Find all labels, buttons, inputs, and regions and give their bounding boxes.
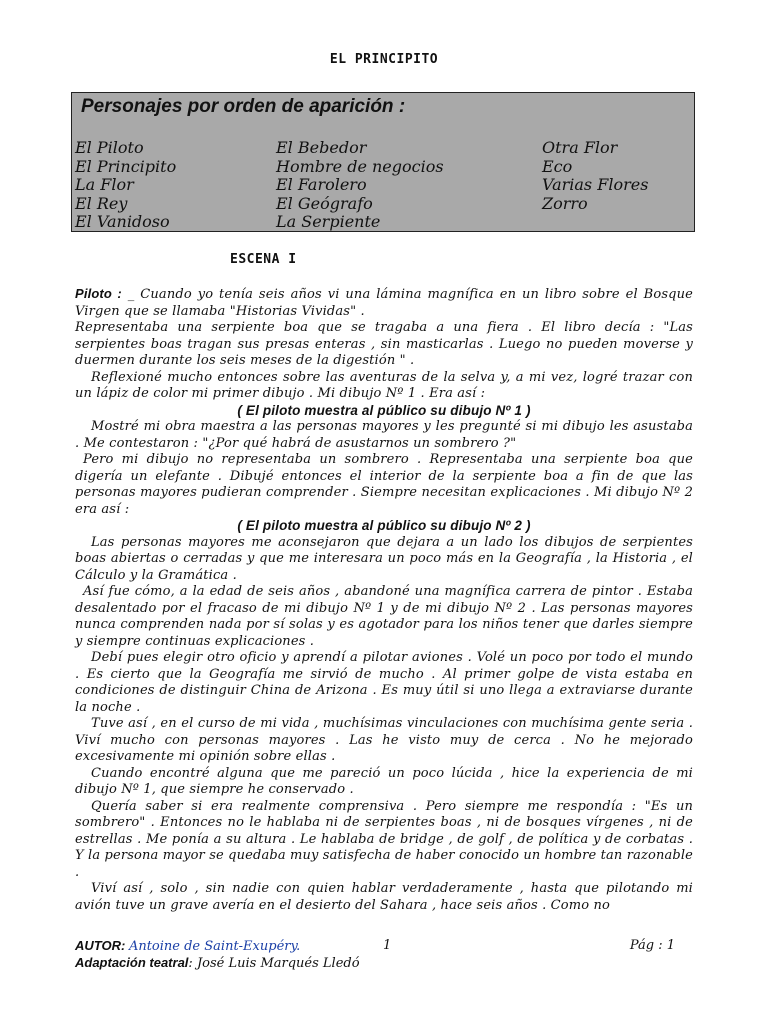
cast-member: Otra Flor bbox=[542, 138, 618, 157]
paragraph: Debí pues elegir otro oficio y aprendí a pilotar aviones . Volé un poco por todo el mundo . Es cierto que la Geografía me sirvió de mucho . Al primer golpe de vista estaba en condiciones de distinguir China de Arizona . Es muy útil si uno llega a extraviarse durante la noche . bbox=[75, 650, 693, 715]
script-body bbox=[75, 286, 693, 914]
cast-member: El Bebedor bbox=[276, 138, 367, 157]
paragraph: Mostré mi obra maestra a las personas mayores y les pregunté si mi dibujo les asustaba . Me contestaron : "¿Por qué habrá de asustarnos un sombrero ?" bbox=[75, 419, 693, 451]
paragraph: Viví así , solo , sin nadie con quien hablar verdaderamente , hasta que pilotando mi avión tuve un grave avería en el desierto del Sahara , hace seis años . Como no bbox=[75, 881, 693, 913]
paragraph: Las personas mayores me aconsejaron que dejara a un lado los dibujos de serpientes boas abiertas o cerradas y que me interesara un poco más en la Geografía , la Historia , el Cálculo y la Gramática . bbox=[75, 534, 693, 583]
page-number: Pág : 1 bbox=[629, 938, 675, 953]
cast-column-3 bbox=[542, 139, 648, 213]
stage-direction: ( El piloto muestra al público su dibujo Nº 1 ) bbox=[237, 402, 531, 418]
paragraph bbox=[75, 286, 693, 320]
adaptation-colon: : bbox=[188, 956, 197, 971]
scene-title: ESCENA I bbox=[230, 252, 297, 267]
cast-member: El Principito bbox=[75, 156, 177, 176]
paragraph: Quería saber si era realmente comprensiva . Pero siempre me respondía : "Es un sombrero" . Entonces no le hablaba ni de serpientes boas , ni de bosques vírgenes , ni de estrellas . Me ponía a su altura . Le hablaba de bridge , de golf , de política y de corbatas . Y la persona mayor se quedaba muy satisfecha de haber conocido un hombre tan razonable . bbox=[75, 798, 693, 880]
dialogue-text: _ Cuando yo tenía seis años vi una lámina magnífica en un libro sobre el Bosque Virgen que se llamaba "Historias Vividas" . bbox=[75, 287, 693, 319]
adaptation-author: José Luis Marqués Lledó bbox=[196, 956, 360, 971]
paragraph: Cuando encontré alguna que me pareció un poco lúcida , hice la experiencia de mi dibujo Nº 1, que siempre he conservado . bbox=[75, 765, 693, 797]
speaker-label: Piloto : bbox=[75, 286, 122, 301]
author-name: Antoine de Saint-Exupéry. bbox=[128, 939, 301, 954]
paragraph: Representaba una serpiente boa que se tragaba a una fiera . El libro decía : "Las serpientes boas tragan sus presas enteras , sin masticarlas . Luego no pueden moverse y duermen durante los seis meses de la digestión " . bbox=[75, 320, 693, 368]
paragraph: Así fue cómo, a la edad de seis años , abandoné una magnífica carrera de pintor . Estaba desalentado por el fracaso de mi dibujo Nº 1 y de mi dibujo Nº 2 . Las personas mayores nunca comprenden nada por sí solas y es agotador para los niños tener que darles siempre y siempre continuas explicaciones . bbox=[75, 584, 693, 649]
stage-direction: ( El piloto muestra al público su dibujo Nº 2 ) bbox=[237, 518, 531, 533]
cast-member: Varias Flores bbox=[542, 175, 649, 195]
author-colon: : bbox=[120, 938, 129, 953]
cast-member: La Flor bbox=[75, 175, 134, 195]
cast-heading: Personajes por orden de aparición : bbox=[81, 96, 406, 117]
cast-member: Eco bbox=[542, 156, 573, 176]
footer-number: 1 bbox=[383, 938, 392, 953]
cast-member: El Farolero bbox=[276, 175, 367, 195]
cast-member: El Vanidoso bbox=[75, 212, 170, 232]
cast-member: La Serpiente bbox=[276, 212, 381, 232]
footer-author-line bbox=[75, 938, 695, 954]
cast-list-box bbox=[71, 92, 695, 232]
cast-member: Zorro bbox=[542, 193, 588, 213]
paragraph: Reflexioné mucho entonces sobre las aventuras de la selva y, a mi vez, logré trazar con un lápiz de color mi primer dibujo . Mi dibujo Nº 1 . Era así : bbox=[75, 369, 693, 401]
author-label: AUTOR bbox=[75, 938, 121, 953]
cast-member: Hombre de negocios bbox=[276, 156, 444, 176]
paragraph: Tuve así , en el curso de mi vida , muchísimas vinculaciones con muchísima gente seria . Viví mucho con personas mayores . Las he visto muy de cerca . No he mejorado excesivamente mi opinión sobre ellas . bbox=[75, 716, 693, 764]
cast-member: El Rey bbox=[75, 193, 128, 213]
footer-adaptation-line bbox=[75, 955, 695, 971]
cast-member: El Piloto bbox=[75, 138, 144, 157]
cast-column-1 bbox=[75, 139, 176, 232]
paragraph: Pero mi dibujo no representaba un sombrero . Representaba una serpiente boa que digería un elefante . Dibujé entonces el interior de la serpiente boa a fin de que las personas mayores pudieran comprender . Siempre necesitan explicaciones . Mi dibujo Nº 2 era así : bbox=[75, 452, 693, 517]
cast-column-2 bbox=[276, 139, 444, 232]
document-title: EL PRINCIPITO bbox=[329, 52, 439, 67]
adaptation-label: Adaptación teatral bbox=[75, 955, 189, 970]
cast-member: El Geógrafo bbox=[276, 193, 373, 213]
